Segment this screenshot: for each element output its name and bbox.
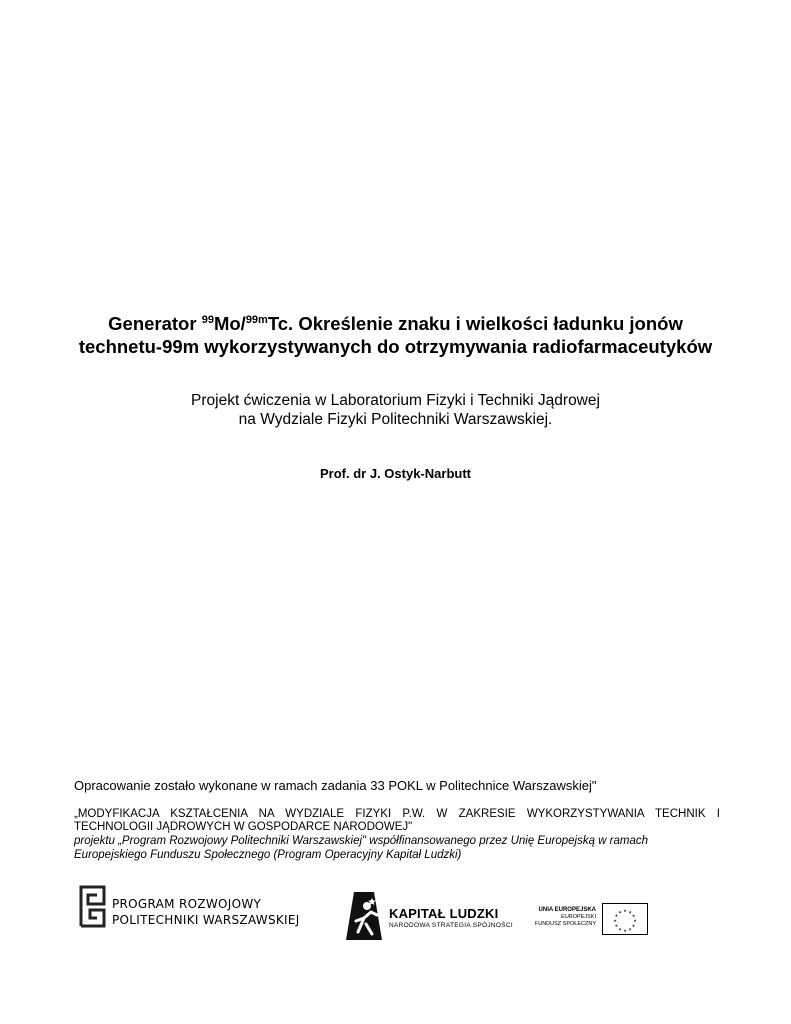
title-text-end: Tc. Określenie znaku i wielkości ładunku jonów	[267, 313, 683, 334]
project-italic-note	[74, 834, 720, 862]
prw-maze-icon	[78, 884, 108, 928]
program-rozwojowy-logo	[78, 884, 308, 930]
document-subtitle	[40, 391, 751, 429]
eu-social-fund-logo	[528, 902, 650, 938]
eu-logo-text	[535, 907, 596, 928]
svg-text:★: ★	[631, 913, 636, 918]
kapital-ludzki-logo	[344, 888, 519, 944]
svg-text:★: ★	[613, 918, 617, 923]
svg-text:★: ★	[618, 926, 622, 932]
svg-text:★: ★	[614, 923, 619, 928]
svg-text:★: ★	[628, 926, 632, 932]
kapital-ludzki-subtitle: NARODOWA STRATEGIA SPÓJNOŚCI	[389, 922, 513, 929]
eu-line-2: EUROPEJSKI	[561, 914, 596, 920]
funding-note: Opracowanie zostało wykonane w ramach zadania 33 POKL w Politechnice Warszawskiej"	[74, 778, 597, 793]
svg-text:★: ★	[631, 923, 636, 928]
eu-line-3: FUNDUSZ SPOŁECZNY	[534, 921, 596, 927]
eu-line-1: UNIA EUROPEJSKA	[538, 907, 596, 913]
title-text-start: Generator	[108, 313, 202, 334]
eu-stars-ring	[603, 904, 647, 934]
document-author: Prof. dr J. Ostyk-Narbutt	[320, 466, 471, 481]
italic-line-1: projektu „Program Rozwojowy Politechniki Warszawskiej" współfinansowanego przez Unię Europejską w ramach	[74, 835, 649, 847]
document-title	[40, 312, 751, 358]
caps-line-2: TECHNOLOGII JĄDROWYCH W GOSPODARCE NARODOWEJ"	[74, 821, 413, 833]
prw-logo-text	[112, 896, 300, 928]
subtitle-line-1: Projekt ćwiczenia w Laboratorium Fizyki i Techniki Jądrowej	[191, 392, 600, 409]
prw-line-1: PROGRAM ROZWOJOWY	[112, 897, 262, 911]
kapital-ludzki-title: KAPITAŁ LUDZKI	[389, 906, 499, 921]
caps-line-1: „MODYFIKACJA KSZTAŁCENIA NA WYDZIALE FIZYKI P.W. W ZAKRESIE WYKORZYSTYWANIA TECHNIK I	[74, 808, 720, 820]
italic-line-2: Europejskiego Funduszu Społecznego (Program Operacyjny Kapitał Ludzki)	[74, 849, 462, 861]
svg-text:★: ★	[618, 909, 622, 915]
svg-text:★: ★	[623, 928, 627, 933]
svg-text:★: ★	[614, 913, 619, 918]
title-text-mo: Mo/	[213, 313, 246, 334]
title-superscript-mass-mo: 99	[201, 314, 214, 326]
svg-text:★: ★	[628, 909, 632, 915]
svg-text:★: ★	[623, 908, 627, 913]
title-line-2: technetu-99m wykorzystywanych do otrzymywania radiofarmaceutyków	[78, 336, 713, 357]
project-caps-note	[74, 808, 720, 834]
prw-line-2: POLITECHNIKI WARSZAWSKIEJ	[112, 913, 300, 927]
eu-stars-flag-icon	[602, 903, 648, 935]
title-superscript-mass-tc: 99m	[245, 314, 268, 326]
kapital-ludzki-figure-icon	[344, 888, 384, 944]
svg-text:★: ★	[633, 918, 637, 923]
subtitle-line-2: na Wydziale Fizyki Politechniki Warszawskiej.	[238, 411, 553, 428]
